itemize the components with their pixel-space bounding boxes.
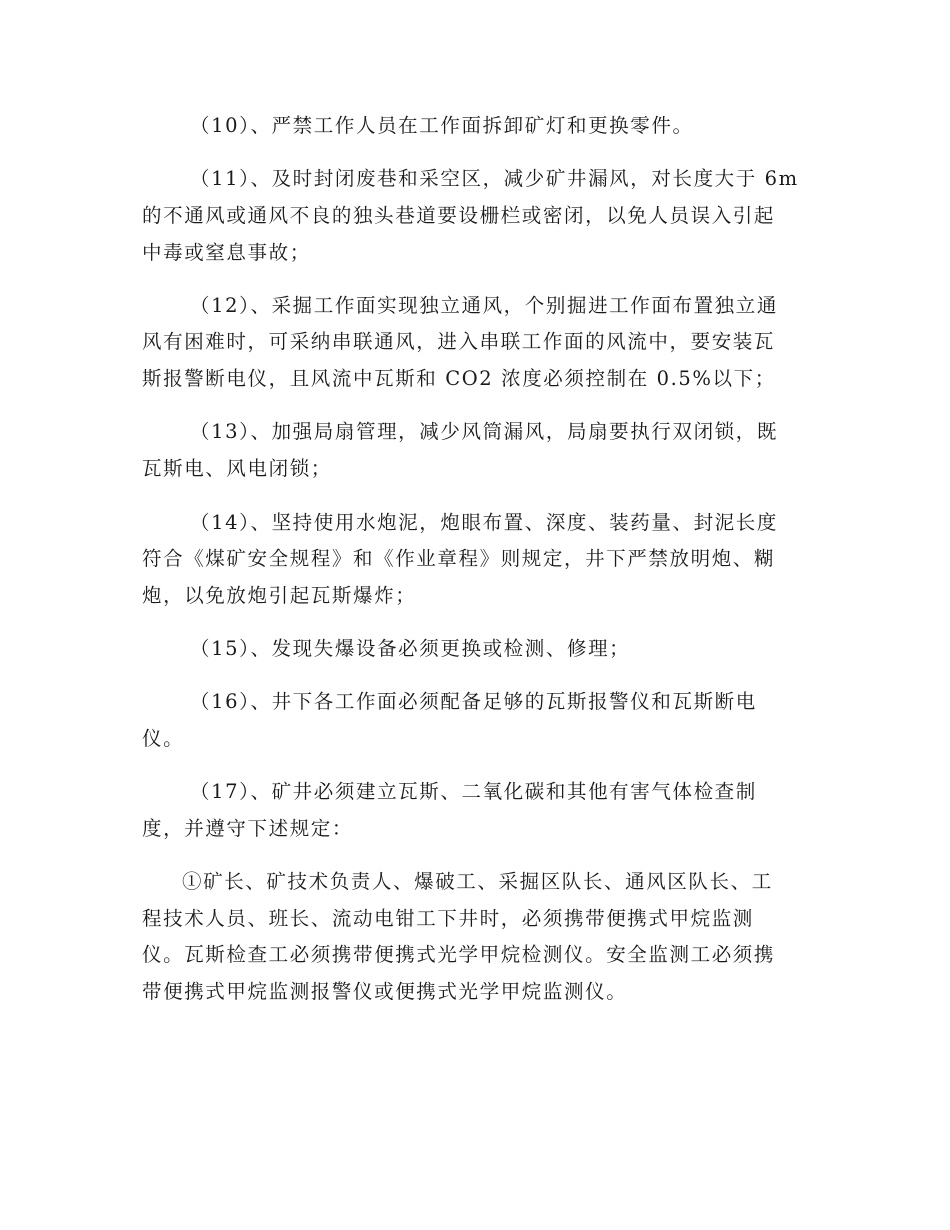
item-11-line-3: 中毒或窒息事故； <box>142 241 311 264</box>
item-12-line-2: 风有困难时，可采纳串联通风，进入串联工作面的风流中，要安装瓦 <box>142 330 776 353</box>
item-11-line-2: 的不通风或通风不良的独头巷道要设栅栏或密闭，以免人员误入引起 <box>142 204 776 227</box>
sub-item-1-line-2: 程技术人员、班长、流动电钳工下井时，必须携带便携式甲烷监测 <box>142 907 754 930</box>
item-12-line-3: 斯报警断电仪，且风流中瓦斯和 CO2 浓度必须控制在 0.5%以下； <box>142 367 776 390</box>
item-10-line-1: （10）、严禁工作人员在工作面拆卸矿灯和更换零件。 <box>190 114 694 137</box>
sub-item-1-line-1: ①矿长、矿技术负责人、爆破工、采掘区队长、通风区队长、工 <box>182 870 773 893</box>
sub-item-1-line-4: 带便携式甲烷监测报警仪或便携式光学甲烷监测仪。 <box>142 980 628 1003</box>
item-17-line-2: 度，并遵守下述规定： <box>142 817 354 840</box>
sub-item-1-line-3: 仪。瓦斯检查工必须携带便携式光学甲烷检测仪。安全监测工必须携 <box>142 943 776 966</box>
item-17-line-1: （17）、矿井必须建立瓦斯、二氧化碳和其他有害气体检查制 <box>190 780 757 803</box>
item-15-line-1: （15）、发现失爆设备必须更换或检测、修理； <box>190 637 631 660</box>
item-16-line-2: 仪。 <box>142 727 185 750</box>
item-12-line-1: （12）、采掘工作面实现独立通风，个别掘进工作面布置独立通 <box>190 294 778 317</box>
item-13-line-1: （13）、加强局扇管理，减少风筒漏风，局扇要执行双闭锁，既 <box>190 420 778 443</box>
item-16-line-1: （16）、井下各工作面必须配备足够的瓦斯报警仪和瓦斯断电 <box>190 690 757 713</box>
item-13-line-2: 瓦斯电、风电闭锁； <box>142 457 332 480</box>
item-14-line-2: 符合《煤矿安全规程》和《作业章程》则规定，井下严禁放明炮、糊 <box>142 547 776 570</box>
item-14-line-1: （14）、坚持使用水炮泥，炮眼布置、深度、装药量、封泥长度 <box>190 511 778 534</box>
item-14-line-3: 炮，以免放炮引起瓦斯爆炸； <box>142 584 417 607</box>
item-11-line-1: （11）、及时封闭废巷和采空区，减少矿井漏风，对长度大于 6m <box>190 167 799 190</box>
